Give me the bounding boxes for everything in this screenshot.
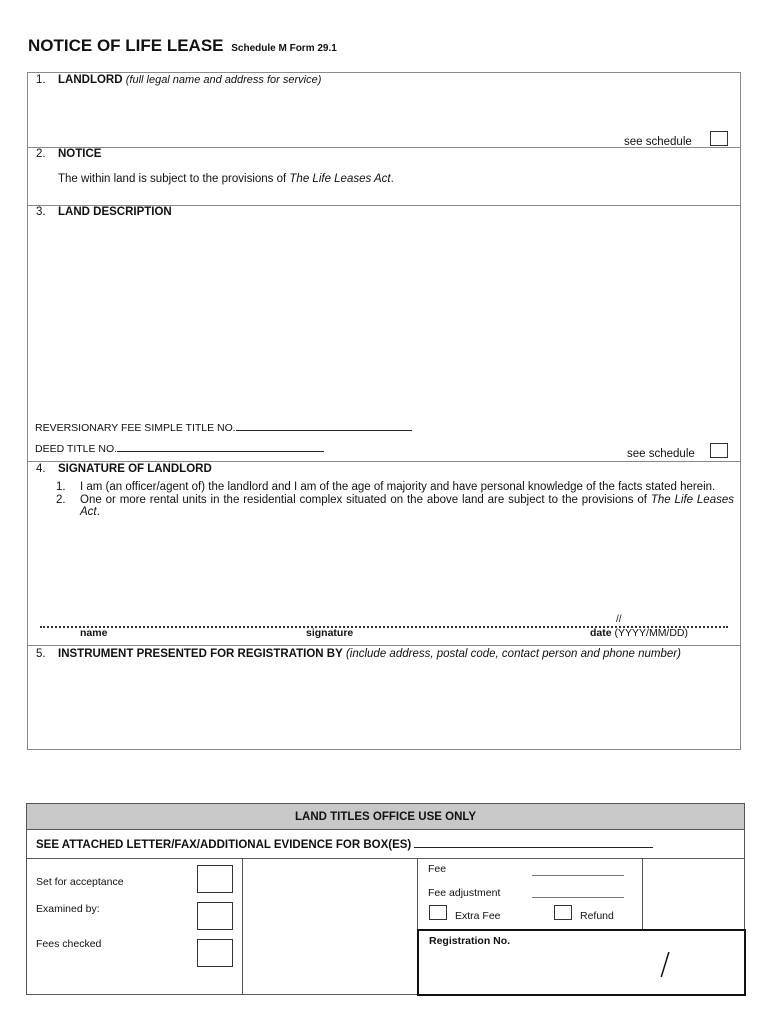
section-3-header bbox=[36, 206, 172, 218]
statement-2 bbox=[56, 494, 736, 518]
section-5-heading: INSTRUMENT PRESENTED FOR REGISTRATION BY bbox=[58, 648, 343, 660]
form-title bbox=[28, 36, 337, 56]
section-2-heading: NOTICE bbox=[58, 148, 102, 160]
office-col-divider-3 bbox=[642, 858, 643, 930]
statement-2-number: 2. bbox=[56, 494, 66, 506]
extra-fee-label: Extra Fee bbox=[455, 910, 501, 922]
date-label-group bbox=[590, 627, 688, 639]
divider-section-4 bbox=[27, 461, 741, 462]
refund-checkbox[interactable] bbox=[554, 905, 572, 920]
divider-section-5 bbox=[27, 645, 741, 646]
section-2-notice-text bbox=[58, 173, 394, 185]
refund-label: Refund bbox=[580, 910, 614, 922]
section-1-schedule-checkbox[interactable] bbox=[710, 131, 728, 146]
set-for-acceptance-box[interactable] bbox=[197, 865, 233, 893]
signature-input-area[interactable] bbox=[40, 540, 728, 624]
section-1-see-schedule: see schedule bbox=[624, 136, 692, 148]
fee-adjustment-label: Fee adjustment bbox=[428, 887, 501, 899]
office-use-heading: LAND TITLES OFFICE USE ONLY bbox=[294, 810, 477, 823]
statement-1-number: 1. bbox=[56, 481, 66, 493]
registration-number-label: Registration No. bbox=[429, 935, 511, 947]
fees-checked-box[interactable] bbox=[197, 939, 233, 967]
fee-adjustment-input[interactable] bbox=[532, 897, 624, 898]
see-attached-input[interactable] bbox=[414, 838, 653, 848]
notice-text-suffix: . bbox=[390, 173, 394, 185]
notice-text-act: The Life Leases Act bbox=[289, 173, 391, 185]
landlord-statements bbox=[56, 481, 736, 518]
land-description-input-area[interactable] bbox=[36, 224, 732, 414]
set-for-acceptance-label: Set for acceptance bbox=[36, 876, 124, 888]
section-3-heading: LAND DESCRIPTION bbox=[58, 206, 172, 218]
reversionary-title-row bbox=[35, 421, 412, 434]
landlord-input-area[interactable] bbox=[56, 92, 696, 132]
see-attached-row bbox=[36, 838, 653, 851]
fee-input[interactable] bbox=[532, 875, 624, 876]
presenter-input-area[interactable] bbox=[56, 678, 732, 744]
deed-title-label: DEED TITLE NO. bbox=[35, 443, 118, 455]
statement-2-suffix: . bbox=[96, 506, 100, 518]
statement-1 bbox=[56, 481, 736, 493]
statement-2-body bbox=[80, 494, 734, 518]
section-4-number: 4. bbox=[36, 463, 46, 475]
form-subtitle: Schedule M Form 29.1 bbox=[231, 43, 337, 54]
office-col-divider-1 bbox=[242, 858, 243, 995]
office-divider-1 bbox=[26, 858, 745, 859]
section-3-schedule-checkbox[interactable] bbox=[710, 443, 728, 458]
examined-by-box[interactable] bbox=[197, 902, 233, 930]
name-label: name bbox=[80, 627, 108, 639]
section-5-header bbox=[36, 648, 734, 661]
section-1-header bbox=[36, 74, 321, 86]
reversionary-title-label: REVERSIONARY FEE SIMPLE TITLE NO. bbox=[35, 422, 236, 434]
form-title-text: NOTICE OF LIFE LEASE bbox=[28, 36, 224, 55]
date-slashes: // bbox=[616, 614, 622, 625]
deed-title-row bbox=[35, 442, 324, 455]
section-2-number: 2. bbox=[36, 148, 46, 160]
section-3-see-schedule: see schedule bbox=[627, 448, 695, 460]
section-1-note: (full legal name and address for service) bbox=[125, 74, 322, 86]
section-3-number: 3. bbox=[36, 206, 46, 218]
date-format: (YYYY/MM/DD) bbox=[614, 627, 689, 639]
reversionary-title-input[interactable] bbox=[236, 421, 412, 431]
date-label: date bbox=[590, 627, 612, 639]
extra-fee-checkbox[interactable] bbox=[429, 905, 447, 920]
statement-1-text: I am (an officer/agent of) the landlord and I am of the age of majority and have personal knowledge of the facts stated herein. bbox=[80, 481, 716, 493]
section-2-header bbox=[36, 148, 101, 160]
signature-label: signature bbox=[306, 627, 354, 639]
fee-label: Fee bbox=[428, 863, 447, 875]
section-4-heading: SIGNATURE OF LANDLORD bbox=[58, 463, 212, 475]
section-4-header bbox=[36, 463, 212, 475]
fees-checked-label: Fees checked bbox=[36, 938, 102, 950]
section-1-number: 1. bbox=[36, 74, 46, 86]
statement-2-act: The Life Leases Act bbox=[80, 494, 734, 518]
deed-title-input[interactable] bbox=[117, 442, 324, 452]
section-5-note: (include address, postal code, contact person and phone number) bbox=[345, 648, 681, 660]
office-use-header bbox=[27, 804, 744, 830]
see-attached-label: SEE ATTACHED LETTER/FAX/ADDITIONAL EVIDENCE FOR BOX(ES) bbox=[36, 839, 412, 851]
statement-2-text: One or more rental units in the residential complex situated on the above land are subject to the provisions of bbox=[80, 494, 651, 506]
section-5-number: 5. bbox=[36, 648, 46, 660]
registration-slash: / bbox=[660, 947, 671, 982]
examined-by-label: Examined by: bbox=[36, 903, 100, 915]
notice-text-prefix: The within land is subject to the provisions of bbox=[58, 173, 290, 185]
section-1-heading: LANDLORD bbox=[58, 74, 123, 86]
